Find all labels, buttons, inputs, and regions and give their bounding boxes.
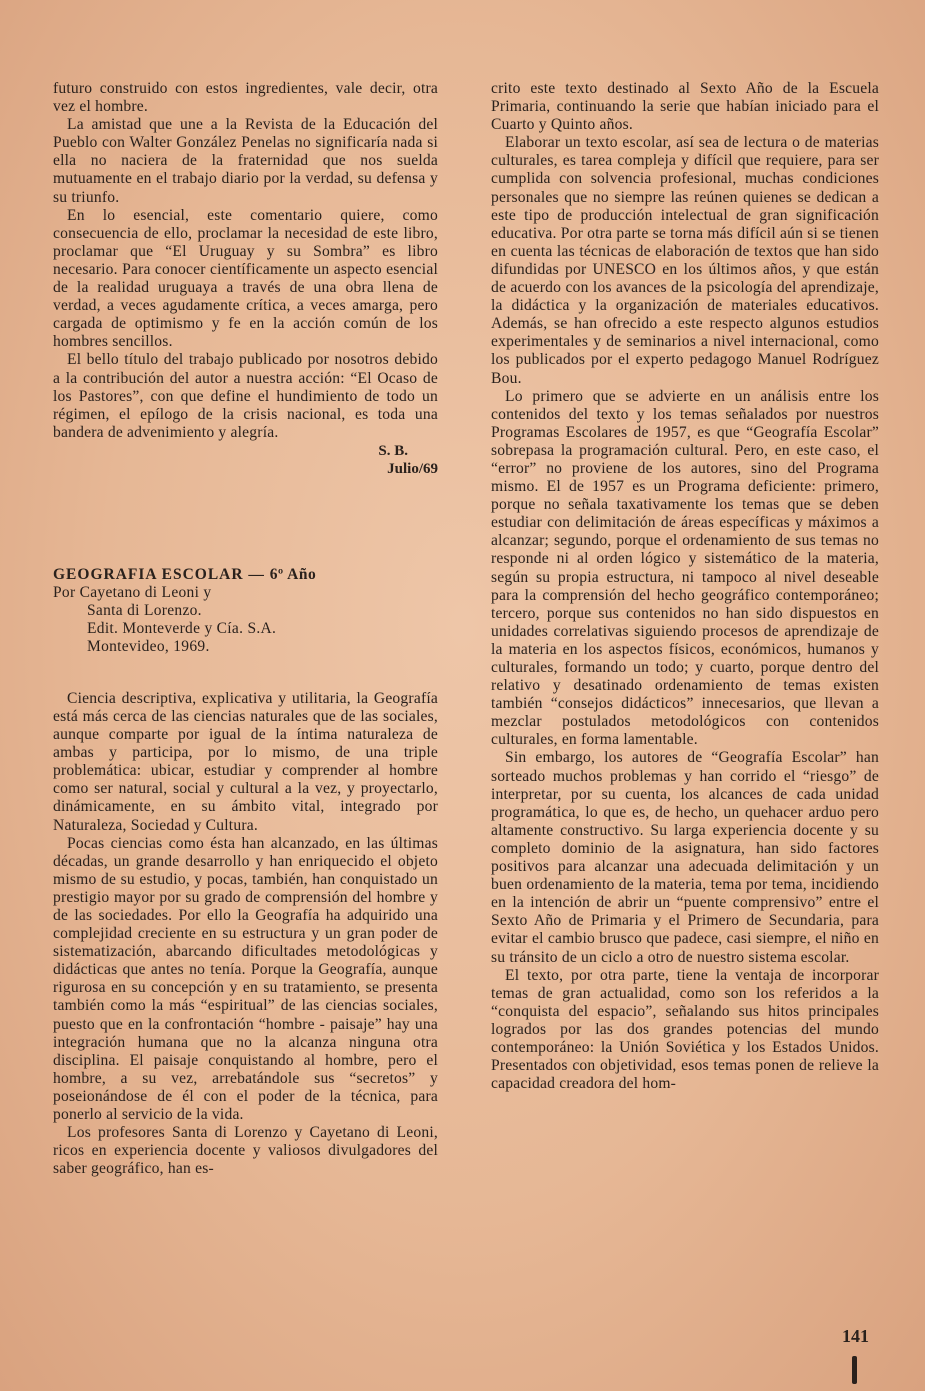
- page-number: 141: [842, 1326, 869, 1346]
- paragraph: crito este texto destinado al Sexto Año de la Escuela Primaria, continuando la serie que habían iniciado para el Cuarto y Quinto años.: [491, 80, 879, 134]
- left-column: [53, 80, 438, 1178]
- paragraph: El bello título del trabajo publicado por nosotros debido a la contribución del autor a nuestra acción: “El Ocaso de los Pastores”, con que define el hundimiento de todo un régimen, el epílogo de la crisis nacional, es toda una bandera de advenimiento y alegría.: [53, 351, 438, 441]
- review-body: [53, 690, 438, 1179]
- paragraph: En lo esencial, este comentario quiere, como consecuencia de ello, proclamar la necesidad de este libro, proclamar que “El Uruguay y su Sombra” es libro necesario. Para conocer científicamente un aspecto esencial de la realidad uruguaya a través de una obra llena de verdad, a veces agudamente crítica, a veces amarga, pero cargada de optimismo y fe en la acción común de los hombres sencillos.: [53, 206, 438, 351]
- book-reference: [53, 584, 438, 656]
- signature-date: Julio/69: [387, 460, 438, 477]
- review-grade: 6º Año: [269, 565, 317, 583]
- paragraph: Elaborar un texto escolar, así sea de lectura o de materias culturales, es tarea compleja y difícil que requiere, para ser cumplida con solvencia profesional, muchas condiciones personales que no siempre las reúnen quienes se dedican a este tipo de producción intelectual de gran significación educativa. Por otra parte se torna más difícil aún si se tienen en cuenta las técnicas de elaboración de textos que han sido difundidas por UNESCO en los últimos años, y que están de acuerdo con los avances de la psicología del aprendizaje, la didáctica y la organización de materiales educativos. Además, se han ofrecido a este respecto algunos estudios experimentales y de seminarios a nivel internacional, como los publicados por el experto pedagogo Manuel Rodríguez Bou.: [491, 134, 879, 387]
- ref-coauthor: Santa di Lorenzo.: [87, 601, 202, 619]
- paragraph: Pocas ciencias como ésta han alcanzado, en las últimas décadas, un grande desarrollo y han enriquecido el objeto mismo de su estudio, y pocas, también, han conquistado un prestigio mayor por su grado de comprensión del hombre y de las sociedades. Por ello la Geografía ha adquirido una complejidad creciente en su estructura y un gran poder de sistematización, abarcando dificultades metodológicas y didácticas que antes no tenía. Porque la Geografía, aunque rigurosa en su concepción y en su tratamiento, se presenta también como la más “espiritual” de las ciencias sociales, puesto que en la confrontación “hombre - paisaje” hay una integración humana que no la alcanza ninguna otra disciplina. El paisaje conquistando al hombre, pero el hombre, a su vez, arrebatándole sus “secretos” y poseionándose de él con el poder de la técnica, para ponerlo al servicio de la vida.: [53, 834, 438, 1124]
- paragraph: Lo primero que se advierte en un análisis entre los contenidos del texto y los temas señalados por nuestros Programas Escolares de 1957, es que “Geografía Escolar” sobrepasa la programación cultural. Pero, en este caso, el “error” no proviene de los autores, sino del Programa mismo. El de 1957 es un Programa deficiente: primero, porque no señala taxativamente los temas que se deben estudiar con delimitación de áreas específicas y máximos a alcanzar; segundo, porque el ordenamiento de sus temas no responde ni al orden lógico y sistemático de la materia, según su propia estructura, ni tampoco al nivel deseable para la comprensión del hecho geográfico contemporáneo; tercero, porque sus contenidos no han sido dispuestos en unidades correlativas siguiendo procesos de aprendizaje de la materia en los aspectos físicos, económicos, humanos y culturales, formando un todo; y cuarto, porque dentro del relativo y desatinado ordenamiento de temas existen también “consejos didácticos” innecesarios, que llevan a mezclar postulados metodológicos con contenidos culturales, en forma lamentable.: [491, 387, 879, 749]
- signature-initials: S. B.: [378, 442, 408, 459]
- paragraph: La amistad que une a la Revista de la Educación del Pueblo con Walter González Penelas no significaría nada si ella no naciera de la fraternidad que nos suelda mutuamente en el trabajo diario por la verdad, su defensa y su triunfo.: [53, 116, 438, 206]
- paragraph: El texto, por otra parte, tiene la ventaja de incorporar temas de gran actualidad, como son los referidos a la “conquista del espacio”, señalando sus hitos principales logrados por las dos grandes potencias del mundo contemporáneo: la Unión Soviética y los Estados Unidos. Presentados con objetividad, esos temas ponen de relieve la capacidad creadora del hom-: [491, 966, 879, 1093]
- ref-place-year: Montevideo, 1969.: [87, 637, 210, 655]
- margin-mark: [852, 1356, 857, 1384]
- paragraph: Ciencia descriptiva, explicativa y utilitaria, la Geografía está más cerca de las ciencias naturales que de las sociales, aunque comparte por igual de la íntima naturaleza de ambas y participa, por lo mismo, de una triple problemática: ubicar, estudiar y comprender al hombre como ser natural, social y cultural a la vez, y proyectarlo, dinámicamente, en su ámbito vital, integrado por Naturaleza, Sociedad y Cultura.: [53, 689, 438, 834]
- ref-authors: Por Cayetano di Leoni y: [53, 583, 212, 601]
- review-title-text: GEOGRAFIA ESCOLAR —: [53, 565, 265, 583]
- review-title: [53, 566, 438, 584]
- right-column: [491, 80, 879, 1093]
- paragraph: futuro construido con estos ingredientes, vale decir, otra vez el hombre.: [53, 80, 438, 116]
- paragraph: Sin embargo, los autores de “Geografía Escolar” han sorteado muchos problemas y han corrido el “riesgo” de interpretar, por su cuenta, los alcances de cada unidad programática, lo que es, de hecho, un quehacer arduo pero altamente constructivo. Su larga experiencia docente y su completo dominio de la asignatura, han sido factores positivos para alcanzar una adecuada delimitación y un buen ordenamiento de la materia, tema por tema, incidiendo en la intención de abrir un “puente comprensivo” entre el Sexto Año de Primaria y el Primero de Secundaria, para evitar el cambio brusco que padece, casi siempre, el niño en su tránsito de un ciclo a otro de nuestro sistema escolar.: [491, 749, 879, 966]
- paragraph: Los profesores Santa di Lorenzo y Cayetano di Leoni, ricos en experiencia docente y valiosos divulgadores del saber geográfico, han es-: [53, 1124, 438, 1178]
- ref-publisher: Edit. Monteverde y Cía. S.A.: [87, 619, 277, 637]
